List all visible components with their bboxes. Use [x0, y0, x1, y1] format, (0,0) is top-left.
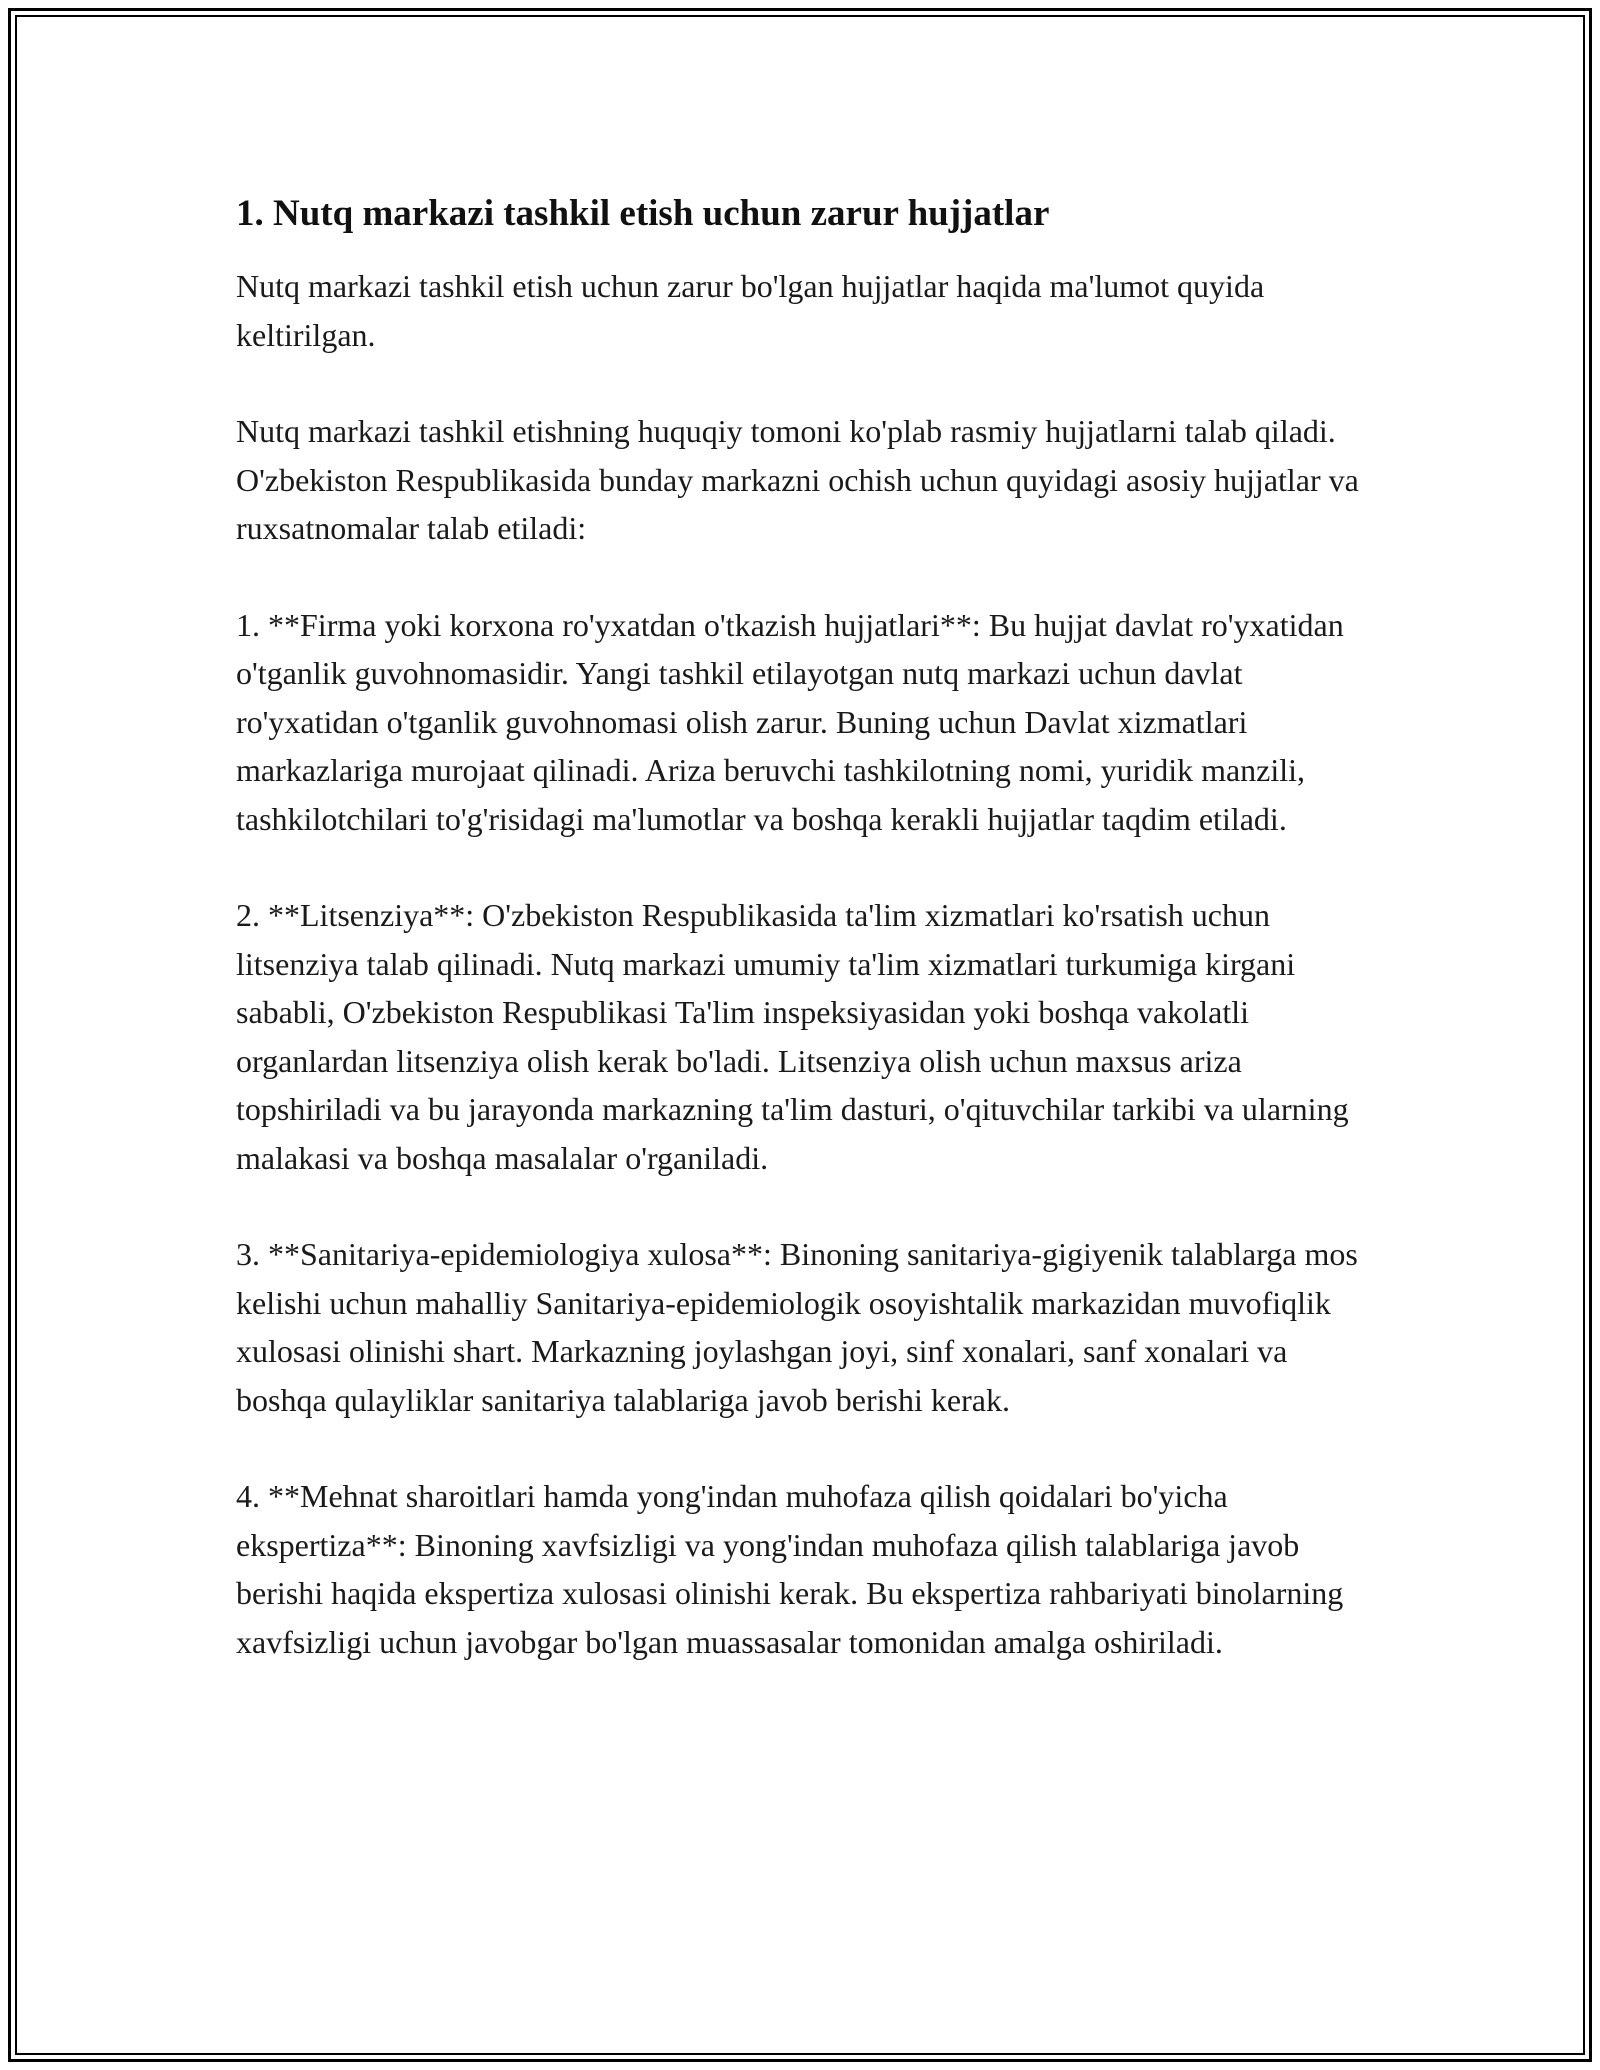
overview-paragraph: Nutq markazi tashkil etishning huquqiy tomoni ko'plab rasmiy hujjatlarni talab qiladi. O'zbekiston Respublikasida bunday markazni ochish uchun quyidagi asosiy hujjatlar va ruxsatnomalar talab etiladi: — [236, 413, 1359, 546]
list-item-license: 2. **Litsenziya**: O'zbekiston Respublikasida ta'lim xizmatlari ko'rsatish uchun litsenziya talab qilinadi. Nutq markazi umumiy ta'lim xizmatlari turkumiga kirgani sababli, O'zbekiston Respublikasi Ta'lim inspeksiyasidan yoki boshqa vakolatli organlardan litsenziya olish kerak bo'ladi. Litsenziya olish uchun maxsus ariza topshiriladi va bu jarayonda markazning ta'lim dasturi, o'qituvchilar tarkibi va ularning malakasi va boshqa masalalar o'rganiladi. — [236, 897, 1349, 1176]
document-body — [236, 186, 1366, 1714]
list-item-fire-safety: 4. **Mehnat sharoitlari hamda yong'indan muhofaza qilish qoidalari bo'yicha ekspertiza**: Binoning xavfsizligi va yong'indan muhofaza qilish talablariga javob berishi haqida ekspertiza xulosasi olinishi kerak. Bu ekspertiza rahbariyati binolarning xavfsizligi uchun javobgar bo'lgan muassasalar tomonidan amalga oshiriladi. — [236, 1478, 1344, 1660]
list-item-sanitary: 3. **Sanitariya-epidemiologiya xulosa**: Binoning sanitariya-gigiyenik talablarga mos kelishi uchun mahalliy Sanitariya-epidemiologik osoyishtalik markazidan muvofiqlik xulosasi olinishi shart. Markazning joylashgan joyi, sinf xonalari, sanf xonalari va boshqa qulayliklar sanitariya talablariga javob berishi kerak. — [236, 1236, 1358, 1418]
list-item-registration: 1. **Firma yoki korxona ro'yxatdan o'tkazish hujjatlari**: Bu hujjat davlat ro'yxatidan o'tganlik guvohnomasidir. Yangi tashkil etilayotgan nutq markazi uchun davlat ro'yxatidan o'tganlik guvohnomasi olish zarur. Buning uchun Davlat xizmatlari markazlariga murojaat qilinadi. Ariza beruvchi tashkilotning nomi, yuridik manzili, tashkilotchilari to'g'risidagi ma'lumotlar va boshqa kerakli hujjatlar taqdim etiladi. — [236, 606, 1344, 837]
document-heading: 1. Nutq markazi tashkil etish uchun zarur hujjatlar — [236, 193, 1050, 234]
intro-paragraph: Nutq markazi tashkil etish uchun zarur bo'lgan hujjatlar haqida ma'lumot quyida keltirilgan. — [236, 268, 1265, 353]
